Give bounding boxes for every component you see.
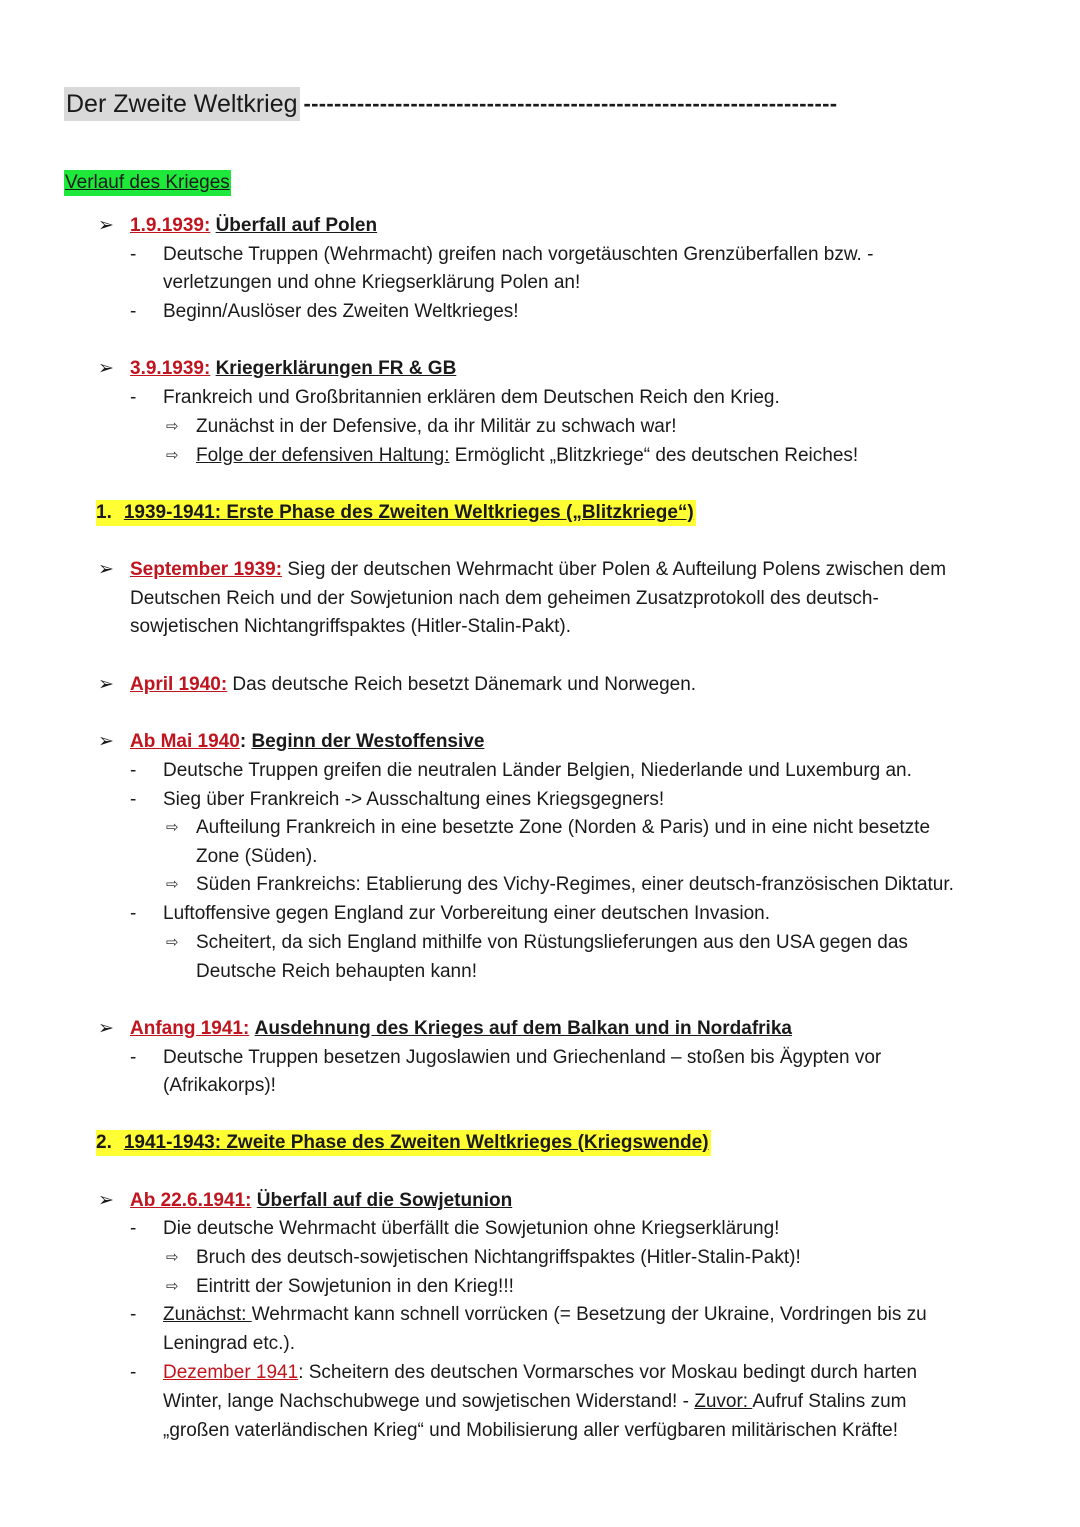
sub-item: Zunächst in der Defensive, da ihr Militär zu schwach war! (196, 416, 677, 437)
entry-heading (130, 356, 456, 382)
phase-heading (96, 1130, 711, 1156)
dash-bullet: - (130, 1362, 137, 1383)
entry-text: Das deutsche Reich besetzt Dänemark und Norwegen. (227, 674, 697, 695)
list-item: Deutsche Truppen (Wehrmacht) greifen nach vorgetäuschten Grenzüberfallen bzw. - (163, 244, 874, 265)
list-item: Luftoffensive gegen England zur Vorbereitung einer deutschen Invasion. (163, 903, 771, 924)
hollow-arrow-icon: ⇨ (166, 876, 179, 893)
arrow-bullet-icon: ➢ (98, 559, 114, 580)
arrow-bullet-icon: ➢ (98, 215, 114, 236)
sub-item-label: Folge der defensiven Haltung: (196, 445, 450, 466)
dash-bullet: - (130, 1047, 137, 1068)
entry-paragraph (130, 672, 696, 698)
entry-colon: : (239, 731, 252, 752)
entry-text-cont: sowjetischen Nichtangriffspaktes (Hitler-Stalin-Pakt). (130, 616, 572, 637)
list-item-text: : Scheitern des deutschen Vormarsches vor Moskau bedingt durch harten (298, 1362, 918, 1383)
title-row (64, 86, 837, 122)
entry-title: Ausdehnung des Krieges auf dem Balkan und in Nordafrika (254, 1018, 792, 1039)
list-item-cont (163, 1389, 906, 1415)
dash-bullet: - (130, 244, 137, 265)
sub-item-cont: Zone (Süden). (196, 846, 318, 867)
dash-bullet: - (130, 789, 137, 810)
dash-bullet: - (130, 760, 137, 781)
list-item-cont: verletzungen und ohne Kriegserklärung Polen an! (163, 272, 581, 293)
hollow-arrow-icon: ⇨ (166, 819, 179, 836)
document-title: Der Zweite Weltkrieg (64, 87, 300, 121)
hollow-arrow-icon: ⇨ (166, 418, 179, 435)
arrow-bullet-icon: ➢ (98, 1018, 114, 1039)
sub-item: Süden Frankreichs: Etablierung des Vichy-Regimes, einer deutsch-französischen Diktatur. (196, 874, 954, 895)
hollow-arrow-icon: ⇨ (166, 1249, 179, 1266)
entry-date: Anfang 1941: (130, 1018, 250, 1039)
entry-date: 1.9.1939: (130, 215, 211, 236)
entry-heading (130, 729, 484, 755)
list-item-cont: „großen vaterländischen Krieg“ und Mobilisierung aller verfügbaren militärischen Kräfte! (163, 1420, 899, 1441)
list-item-label: Zuvor: (694, 1391, 753, 1412)
list-item: Die deutsche Wehrmacht überfällt die Sowjetunion ohne Kriegserklärung! (163, 1218, 780, 1239)
list-item-text: Aufruf Stalins zum (752, 1391, 907, 1412)
phase-title: 1941-1943: Zweite Phase des Zweiten Weltkrieges (Kriegswende) (123, 1132, 709, 1153)
sub-item-text: Ermöglicht „Blitzkriege“ des deutschen Reiches! (449, 445, 859, 466)
list-item-cont: Leningrad etc.). (163, 1333, 296, 1354)
list-item: Deutsche Truppen greifen die neutralen Länder Belgien, Niederlande und Luxemburg an. (163, 760, 912, 781)
entry-date: 3.9.1939: (130, 358, 211, 379)
sub-item (196, 443, 858, 469)
entry-title: Beginn der Westoffensive (251, 731, 485, 752)
list-item-text: Wehrmacht kann schnell vorrücken (= Besetzung der Ukraine, Vordringen bis zu (251, 1304, 927, 1325)
arrow-bullet-icon: ➢ (98, 1190, 114, 1211)
entry-date: September 1939: (130, 559, 283, 580)
dash-bullet: - (130, 387, 137, 408)
list-item-text: Winter, lange Nachschubwege und sowjetischen Widerstand! - (163, 1391, 695, 1412)
entry-date: Ab 22.6.1941: (130, 1190, 252, 1211)
arrow-bullet-icon: ➢ (98, 358, 114, 379)
sub-item-cont: Deutsche Reich behaupten kann! (196, 961, 477, 982)
title-dashes: ---------------------------------------------------------------------- (303, 91, 838, 116)
phase-number: 1. (96, 502, 112, 523)
sub-item: Eintritt der Sowjetunion in den Krieg!!! (196, 1276, 514, 1297)
arrow-bullet-icon: ➢ (98, 674, 114, 695)
entry-title: Überfall auf Polen (215, 215, 378, 236)
list-item (163, 1302, 927, 1328)
list-item-cont: (Afrikakorps)! (163, 1075, 276, 1096)
list-item: Deutsche Truppen besetzen Jugoslawien und Griechenland – stoßen bis Ägypten vor (163, 1047, 882, 1068)
entry-date: April 1940: (130, 674, 228, 695)
entry-date: Ab Mai 1940 (130, 731, 240, 752)
phase-title: 1939-1941: Erste Phase des Zweiten Weltkrieges („Blitzkriege“) (123, 502, 694, 523)
entry-heading (130, 213, 377, 239)
dash-bullet: - (130, 301, 137, 322)
section-heading: Verlauf des Krieges (64, 170, 231, 196)
dash-bullet: - (130, 1304, 137, 1325)
list-item-label: Zunächst: (163, 1304, 252, 1325)
phase-heading (96, 500, 696, 526)
entry-paragraph (130, 557, 946, 583)
sub-item: Scheitert, da sich England mithilfe von Rüstungslieferungen aus den USA gegen das (196, 932, 908, 953)
entry-text-cont: Deutschen Reich und der Sowjetunion nach dem geheimen Zusatzprotokoll des deutsch- (130, 588, 879, 609)
arrow-bullet-icon: ➢ (98, 731, 114, 752)
list-item (163, 1360, 917, 1386)
list-item-date: Dezember 1941 (163, 1362, 299, 1383)
hollow-arrow-icon: ⇨ (166, 1278, 179, 1295)
list-item: Beginn/Auslöser des Zweiten Weltkrieges! (163, 301, 519, 322)
hollow-arrow-icon: ⇨ (166, 447, 179, 464)
list-item: Sieg über Frankreich -> Ausschaltung eines Kriegsgegners! (163, 789, 665, 810)
dash-bullet: - (130, 903, 137, 924)
phase-number: 2. (96, 1132, 112, 1153)
entry-heading (130, 1016, 792, 1042)
sub-item: Bruch des deutsch-sowjetischen Nichtangriffspaktes (Hitler-Stalin-Pakt)! (196, 1247, 801, 1268)
entry-heading (130, 1188, 512, 1214)
entry-title: Überfall auf die Sowjetunion (256, 1190, 513, 1211)
dash-bullet: - (130, 1218, 137, 1239)
entry-title: Kriegerklärungen FR & GB (215, 358, 457, 379)
sub-item: Aufteilung Frankreich in eine besetzte Zone (Norden & Paris) und in eine nicht besetzte (196, 817, 931, 838)
list-item: Frankreich und Großbritannien erklären dem Deutschen Reich den Krieg. (163, 387, 780, 408)
entry-text: Sieg der deutschen Wehrmacht über Polen & Aufteilung Polens zwischen dem (282, 559, 947, 580)
hollow-arrow-icon: ⇨ (166, 934, 179, 951)
